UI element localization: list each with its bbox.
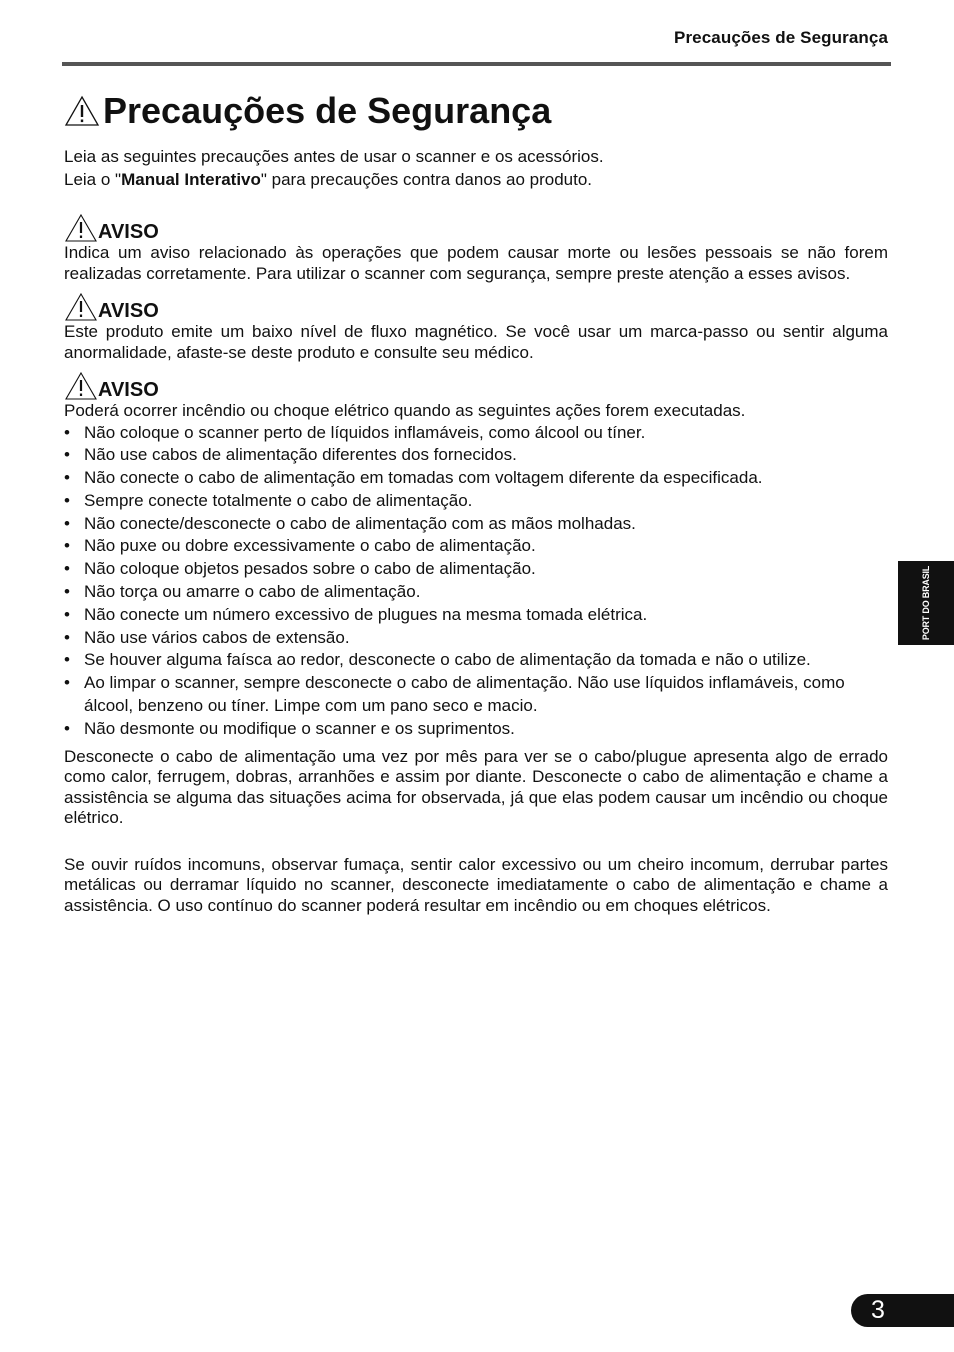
list-item: [64, 604, 888, 627]
intro-section: [64, 145, 888, 191]
list-item: [64, 558, 888, 581]
warning-text: Indica um aviso relacionado às operações que podem causar morte ou lesões pessoais se não forem realizadas corretamente. Para utilizar o scanner com segurança, sempre preste atenção a esses avisos.: [64, 243, 888, 283]
warning-triangle-icon: [64, 95, 100, 127]
hazard-list: [64, 422, 888, 741]
bullet-icon: •: [64, 718, 70, 738]
list-item: [64, 422, 888, 445]
body-paragraph: Desconecte o cabo de alimentação uma vez por mês para ver se o cabo/plugue apresenta algo de errado como calor, ferrugem, dobras, arranhões e assim por diante. Desconecte o cabo de alimentação e chame a assistência se alguma das situações acima for observada, já que elas podem causar um incêndio ou choque elétrico.: [64, 746, 888, 828]
list-item: [64, 718, 888, 741]
warning-heading: [64, 290, 888, 322]
list-item: [64, 444, 888, 467]
page-title: [64, 88, 551, 134]
list-item: [64, 490, 888, 513]
document-body: [64, 145, 888, 916]
warning-triangle-icon: [64, 292, 98, 322]
bullet-icon: •: [64, 536, 70, 556]
language-tab-label: PORT DO BRASIL: [921, 565, 931, 641]
intro-line-2-prefix: Leia o ": [64, 170, 122, 189]
manual-reference: Manual Interativo: [121, 170, 261, 189]
list-item-text: Não conecte/desconecte o cabo de alimentação com as mãos molhadas.: [84, 513, 636, 533]
page-number: 3: [871, 1296, 885, 1324]
header-divider: [62, 62, 891, 66]
list-item-text: Se houver alguma faísca ao redor, desconecte o cabo de alimentação da tomada e não o utilize.: [84, 650, 811, 670]
bullet-icon: •: [64, 582, 70, 602]
bullet-icon: •: [64, 604, 70, 624]
list-item-text: Não conecte um número excessivo de plugues na mesma tomada elétrica.: [84, 604, 648, 624]
warning-label: AVISO: [98, 221, 159, 243]
bullet-icon: •: [64, 513, 70, 533]
warning-triangle-icon: [64, 213, 98, 243]
list-item: [64, 627, 888, 650]
bullet-icon: •: [64, 650, 70, 670]
bullet-icon: •: [64, 627, 70, 647]
warning-block-3: [64, 369, 888, 741]
list-item-text: Não coloque o scanner perto de líquidos inflamáveis, como álcool ou tíner.: [84, 422, 646, 442]
bullet-icon: •: [64, 445, 70, 465]
warning-label: AVISO: [98, 379, 159, 401]
warning-text: Poderá ocorrer incêndio ou choque elétrico quando as seguintes ações forem executadas.: [64, 401, 746, 420]
list-item: [64, 513, 888, 536]
warning-label: AVISO: [98, 300, 159, 322]
intro-line-2-suffix: " para precauções contra danos ao produto.: [260, 170, 593, 189]
warning-text: Este produto emite um baixo nível de fluxo magnético. Se você usar um marca-passo ou sentir alguma anormalidade, afaste-se deste produto e consulte seu médico.: [64, 322, 888, 362]
page-number-badge: [851, 1294, 954, 1327]
list-item: [64, 649, 888, 672]
page-title-text: Precauções de Segurança: [103, 90, 552, 131]
bullet-icon: •: [64, 559, 70, 579]
list-item: [64, 467, 888, 490]
list-item-text: Não conecte o cabo de alimentação em tomadas com voltagem diferente da especificada.: [84, 468, 763, 488]
bullet-icon: •: [64, 490, 70, 510]
list-item-text: Sempre conecte totalmente o cabo de alimentação.: [84, 490, 473, 510]
list-item-text: Ao limpar o scanner, sempre desconecte o cabo de alimentação. Não use líquidos inflamáveis, como álcool, benzeno ou tíner. Limpe com um pano seco e macio.: [84, 673, 845, 716]
list-item-text: Não coloque objetos pesados sobre o cabo de alimentação.: [84, 559, 536, 579]
bullet-icon: •: [64, 468, 70, 488]
intro-line-2: [64, 168, 888, 191]
body-paragraph: Se ouvir ruídos incomuns, observar fumaça, sentir calor excessivo ou um cheiro incomum, derrubar partes metálicas ou derramar líquido no scanner, desconecte imediatamente o cabo de alimentação e chame a assistência. O uso contínuo do scanner poderá resultar em incêndio ou em choques elétricos.: [64, 854, 888, 915]
list-item: [64, 672, 888, 718]
warning-block-1: [64, 211, 888, 284]
bullet-icon: •: [64, 422, 70, 442]
warning-heading: [64, 211, 888, 243]
list-item-text: Não use vários cabos de extensão.: [84, 627, 350, 647]
bullet-icon: •: [64, 673, 70, 693]
running-header-title: Precauções de Segurança: [674, 28, 888, 47]
list-item-text: Não puxe ou dobre excessivamente o cabo de alimentação.: [84, 536, 536, 556]
list-item-text: Não torça ou amarre o cabo de alimentação.: [84, 582, 421, 602]
language-side-tab: [898, 561, 954, 645]
list-item: [64, 535, 888, 558]
intro-line-1: Leia as seguintes precauções antes de usar o scanner e os acessórios.: [64, 147, 604, 166]
warning-block-2: [64, 290, 888, 363]
list-item-text: Não desmonte ou modifique o scanner e os suprimentos.: [84, 718, 515, 738]
warning-triangle-icon: [64, 371, 98, 401]
warning-heading: [64, 369, 888, 401]
list-item: [64, 581, 888, 604]
list-item-text: Não use cabos de alimentação diferentes dos fornecidos.: [84, 445, 517, 465]
